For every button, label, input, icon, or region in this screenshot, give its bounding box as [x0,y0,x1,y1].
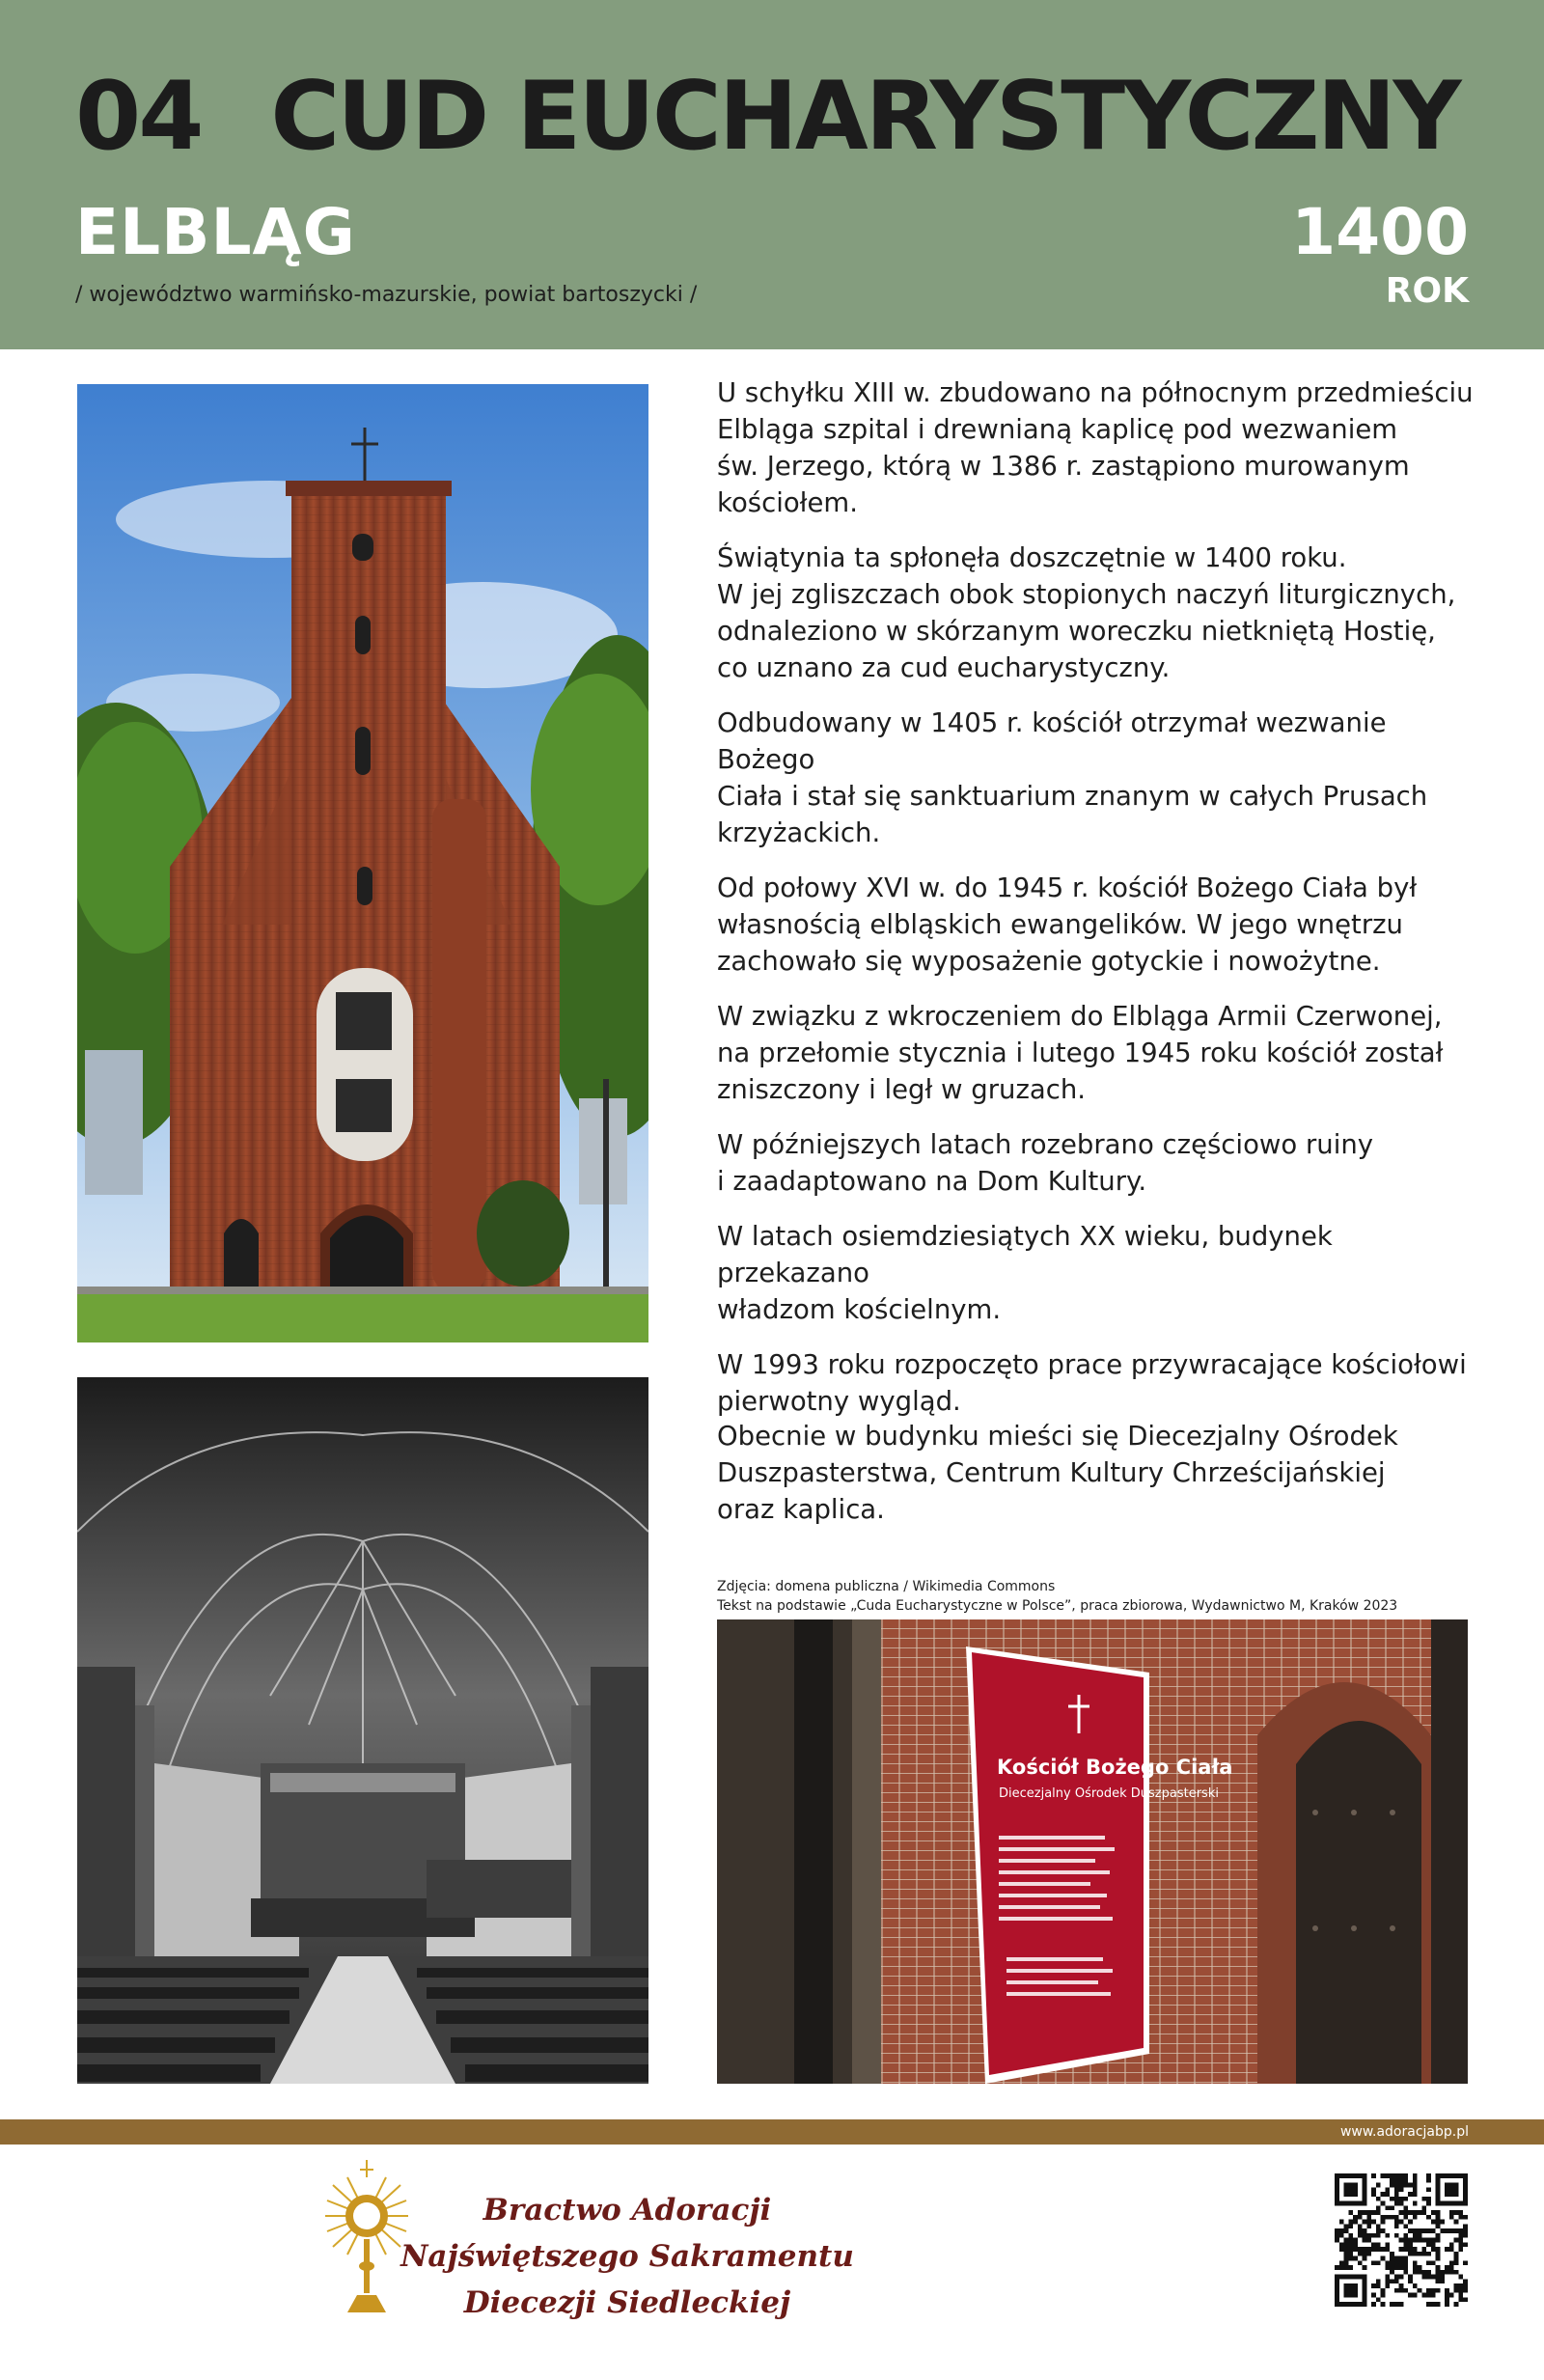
title-text: CUD EUCHARYSTYCZNY [270,62,1459,172]
website-link[interactable]: www.adoracjabp.pl [1339,2124,1469,2140]
text-credit: Tekst na podstawie „Cuda Eucharystyczne w Polsce”, praca zbiorowa, Wydawnictwo M, Kraków 2023 [717,1598,1398,1614]
year-label: ROK [1385,271,1469,311]
header-band [0,0,1544,349]
paragraph: U schyłku XIII w. zbudowano na północnym przedmieściu Elbląga szpital i drewnianą kaplicę pod wezwaniem św. Jerzego, którą w 1386 r. zastąpiono murowanym kościołem. [717,377,1474,518]
paragraph: Odbudowany w 1405 r. kościół otrzymał wezwanie Bożego Ciała i stał się sanktuarium znanym w całych Prusach krzyżackich. [717,707,1428,848]
page-title [75,62,1459,172]
paragraph: W związku z wkroczeniem do Elbląga Armii Czerwonej, na przełomie stycznia i lutego 1945 roku kościół został zniszczony i legł w gruzach. [717,1001,1444,1105]
city-name: ELBLĄG [75,195,356,269]
paragraph: W latach osiemdziesiątych XX wieku, budynek przekazano władzom kościelnym. [717,1221,1333,1325]
brotherhood-name [386,2187,868,2326]
footer-bar [0,2119,1544,2145]
paragraph: Od połowy XVI w. do 1945 r. kościół Bożego Ciała był własnością elbląskich ewangelików. W jego wnętrzu zachowało się wyposażenie gotyckie i nowożytne. [717,872,1418,977]
panel-number: 04 [75,62,202,172]
sign-subtitle: Diecezjalny Ośrodek Duszpasterski [999,1786,1219,1801]
red-sign-photo [717,1619,1468,2084]
paragraph: Świątynia ta spłonęła doszczętnie w 1400 roku. W jej zgliszczach obok stopionych naczyń liturgicznych, odnaleziono w skórzanym woreczku nietkniętą Hostię, co uznano za cud eucharystyczny. [717,542,1456,683]
history-text [717,374,1489,1438]
current-use-text: Obecnie w budynku mieści się Diecezjalny Ośrodek Duszpasterstwa, Centrum Kultury Chrześcijańskiej oraz kaplica. [717,1421,1398,1525]
year-number: 1400 [1291,195,1469,269]
sign-title: Kościół Bożego Ciała [997,1756,1233,1779]
brotherhood-line1: Bractwo Adoracji Najświętszego Sakramentu [400,2193,854,2274]
brotherhood-line2: Diecezji Siedleckiej [463,2285,791,2320]
church-interior-bw-photo [77,1377,648,2084]
credits [717,1577,1397,1616]
church-facade-photo [77,384,648,1342]
photo-credit: Zdjęcia: domena publiczna / Wikimedia Commons [717,1579,1056,1594]
region-label: / województwo warmińsko-mazurskie, powiat bartoszycki / [75,283,698,307]
paragraph: W 1993 roku rozpoczęto prace przywracające kościołowi pierwotny wygląd. [717,1349,1467,1417]
qr-code[interactable] [1335,2173,1468,2307]
paragraph: W późniejszych latach rozebrano częściowo ruiny i zaadaptowano na Dom Kultury. [717,1129,1374,1197]
